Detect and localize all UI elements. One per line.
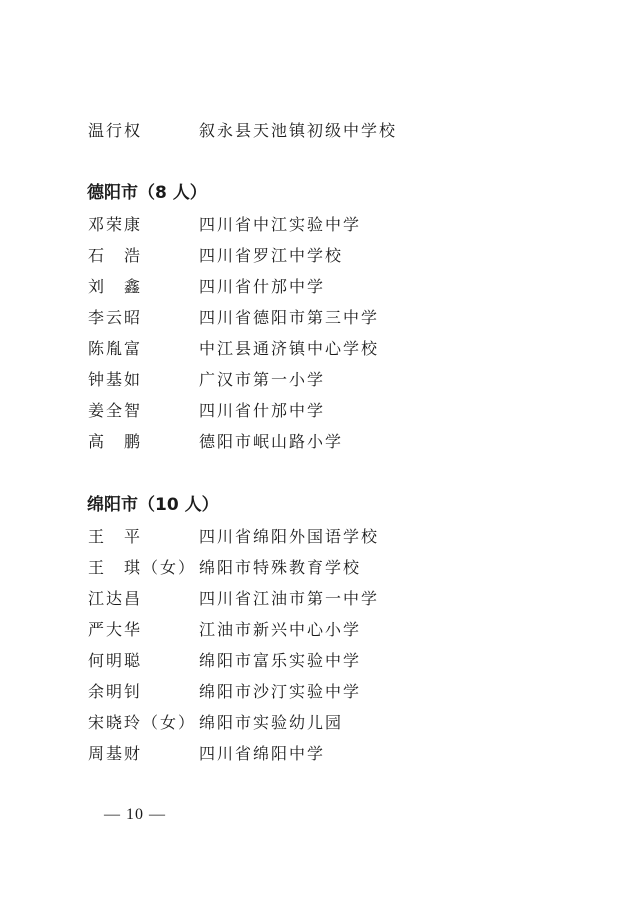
list-item bbox=[0, 209, 640, 240]
list-item bbox=[0, 645, 640, 676]
list-item bbox=[0, 333, 640, 364]
school-name: 中江县通济镇中心学校 bbox=[199, 339, 380, 358]
school-name: 四川省德阳市第三中学 bbox=[199, 308, 380, 327]
school-name: 叙永县天池镇初级中学校 bbox=[199, 121, 398, 140]
list-item bbox=[0, 302, 640, 333]
person-name: 严大华 bbox=[88, 620, 143, 639]
school-name: 绵阳市富乐实验中学 bbox=[199, 651, 362, 670]
person-name: 温行权 bbox=[88, 121, 143, 140]
list-item bbox=[0, 676, 640, 707]
list-item bbox=[0, 364, 640, 395]
list-item bbox=[0, 240, 640, 271]
school-name: 广汉市第一小学 bbox=[199, 370, 326, 389]
person-name: 李云昭 bbox=[88, 308, 143, 327]
school-name: 四川省中江实验中学 bbox=[199, 215, 362, 234]
person-name: 邓荣康 bbox=[88, 215, 143, 234]
person-name: 刘 鑫 bbox=[88, 277, 143, 296]
school-name: 江油市新兴中心小学 bbox=[199, 620, 362, 639]
school-name: 四川省什邡中学 bbox=[199, 277, 326, 296]
school-name: 绵阳市实验幼儿园 bbox=[199, 713, 344, 732]
list-item bbox=[0, 738, 640, 769]
person-name: 何明聪 bbox=[88, 651, 143, 670]
list-item bbox=[0, 521, 640, 552]
school-name: 绵阳市沙汀实验中学 bbox=[199, 682, 362, 701]
person-name: 石 浩 bbox=[88, 246, 143, 265]
list-item bbox=[0, 395, 640, 426]
person-name: 王 琪（女） bbox=[88, 558, 197, 577]
person-name: 王 平 bbox=[88, 527, 143, 546]
school-name: 四川省绵阳外国语学校 bbox=[199, 527, 380, 546]
list-item bbox=[0, 707, 640, 738]
page-number: — 10 — bbox=[104, 806, 166, 823]
list-item bbox=[0, 271, 640, 302]
list-item bbox=[0, 552, 640, 583]
school-name: 四川省罗江中学校 bbox=[199, 246, 344, 265]
section-heading: 德阳市（8 人） bbox=[87, 183, 207, 203]
person-name: 姜全智 bbox=[88, 401, 143, 420]
list-item bbox=[0, 614, 640, 645]
list-item bbox=[0, 426, 640, 457]
school-name: 四川省绵阳中学 bbox=[199, 744, 326, 763]
school-name: 德阳市岷山路小学 bbox=[199, 432, 344, 451]
person-name: 宋晓玲（女） bbox=[88, 713, 197, 732]
school-name: 四川省什邡中学 bbox=[199, 401, 326, 420]
person-name: 余明钊 bbox=[88, 682, 143, 701]
person-name: 周基财 bbox=[88, 744, 143, 763]
school-name: 四川省江油市第一中学 bbox=[199, 589, 380, 608]
person-name: 陈胤富 bbox=[88, 339, 143, 358]
school-name: 绵阳市特殊教育学校 bbox=[199, 558, 362, 577]
list-item bbox=[0, 583, 640, 614]
section-heading: 绵阳市（10 人） bbox=[87, 495, 219, 515]
person-name: 钟基如 bbox=[88, 370, 143, 389]
person-name: 江达昌 bbox=[88, 589, 143, 608]
person-name: 高 鹏 bbox=[88, 432, 143, 451]
list-item bbox=[0, 115, 640, 146]
